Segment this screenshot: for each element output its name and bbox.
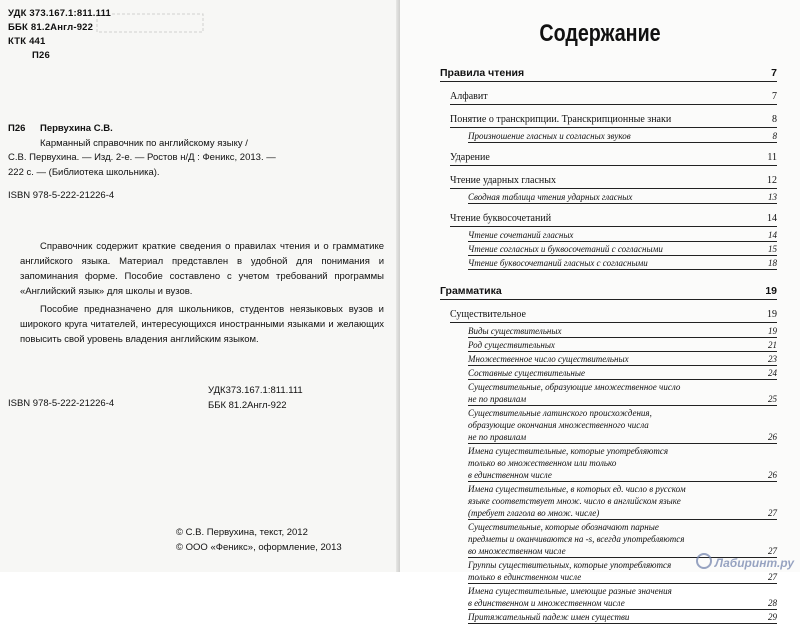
toc-entry-line: Существительные, образующие множественное число — [468, 382, 681, 392]
toc-entry-title — [468, 257, 764, 269]
toc-entry-line: Имена существительные, имеющие разные значения — [468, 586, 672, 596]
toc-page-number: 23 — [768, 354, 777, 364]
toc-entry-line: Имена существительные, которые употребляются — [468, 446, 669, 456]
toc-entry-line: Чтение сочетаний гласных — [468, 230, 574, 240]
toc-entry-title — [468, 325, 764, 337]
annotation — [20, 239, 384, 350]
toc-entry-line: Притяжательный падеж имен существи — [468, 612, 630, 622]
toc-subentry — [468, 229, 777, 242]
toc-entry-line: Существительные, которые обозначают парные — [468, 522, 659, 532]
toc-page-number: 7 — [771, 67, 777, 79]
ktk-code: КТК 441 — [8, 36, 46, 47]
toc-subentry — [468, 381, 777, 406]
toc-entry-line: Чтение буквосочетаний гласных с согласными — [468, 258, 648, 268]
toc-page-number: 26 — [768, 470, 777, 480]
toc-subentry — [468, 445, 777, 482]
watermark-logo-icon — [696, 553, 712, 569]
record-author: Первухина С.В. — [40, 123, 113, 134]
toc-entry-line: Правила чтения — [440, 67, 525, 79]
toc-entry-line: (требует глагола во множ. числе) — [468, 508, 600, 518]
toc-page-number: 27 — [768, 508, 777, 518]
toc-page-number: 18 — [768, 258, 777, 268]
toc-entry-title — [468, 191, 764, 203]
bibliographic-record — [8, 122, 388, 180]
toc-page-number: 7 — [772, 91, 777, 102]
toc-chapter — [450, 174, 777, 189]
toc-page-number: 14 — [767, 213, 777, 224]
toc-page-number: 27 — [768, 572, 777, 582]
toc-entry-title — [468, 381, 764, 405]
toc-page-number: 15 — [768, 244, 777, 254]
toc-subentry — [468, 407, 777, 444]
toc-entry-title — [468, 130, 769, 142]
toc-entry-title — [468, 585, 764, 609]
toc-chapter — [450, 308, 777, 323]
toc-title: Содержание — [539, 20, 661, 47]
toc-page-number: 12 — [767, 175, 777, 186]
toc-page-number: 25 — [768, 394, 777, 404]
toc-page-number: 11 — [767, 152, 777, 163]
toc-entry-line: Составные существительные — [468, 368, 585, 378]
udk-code: УДК 373.167.1:811.111 — [8, 8, 112, 19]
isbn-bottom: ISBN 978-5-222-21226-4 — [8, 398, 115, 409]
toc-entry-line: только в единственном числе — [468, 572, 582, 582]
udk-code-bottom: УДК373.167.1:811.111 — [208, 385, 303, 396]
toc-entry-title — [450, 90, 768, 104]
record-line-3: 222 с. — (Библиотека школьника). — [8, 166, 160, 178]
toc-subentry — [468, 243, 777, 256]
toc-page-number: 26 — [768, 432, 777, 442]
toc-entry-title — [468, 367, 764, 379]
toc-entry-title — [450, 174, 763, 188]
toc-chapter — [450, 90, 777, 105]
toc-page-number: 8 — [772, 131, 777, 141]
right-page — [400, 0, 800, 622]
toc-entry-line: Чтение согласных и буквосочетаний с согласными — [468, 244, 663, 254]
toc-entry-line: Род существительных — [468, 340, 555, 350]
toc-page-number: 19 — [765, 285, 777, 297]
toc-entry-line: Имена существительные, в которых ед. число в русском — [468, 484, 686, 494]
bbk-code: ББК 81.2Англ-922 — [8, 22, 94, 33]
faded-stamp-icon — [95, 10, 205, 36]
toc-entry-line: предметы и оканчиваются на -s, всегда употребляются — [468, 534, 685, 544]
table-of-contents — [440, 66, 777, 624]
toc-page-number: 29 — [768, 612, 777, 622]
toc-entry-line: Алфавит — [450, 91, 488, 102]
toc-subentry — [468, 325, 777, 338]
toc-entry-line: Чтение буквосочетаний — [450, 213, 552, 224]
toc-subentry — [468, 585, 777, 610]
toc-entry-line: Группы существительных, которые употребляются — [468, 560, 672, 570]
toc-entry-line: Виды существительных — [468, 326, 562, 336]
isbn-top: ISBN 978-5-222-21226-4 — [8, 190, 115, 201]
toc-page-number: 8 — [772, 114, 777, 125]
toc-subentry — [468, 353, 777, 366]
toc-page-number: 19 — [767, 309, 777, 320]
toc-entry-line: Произношение гласных и согласных звуков — [468, 131, 631, 141]
toc-entry-line: только во множественном или только — [468, 458, 617, 468]
toc-entry-line: Существительное — [450, 309, 526, 320]
toc-entry-title — [450, 212, 763, 226]
toc-section — [440, 66, 777, 82]
copyright-text: © С.В. Первухина, текст, 2012 — [176, 527, 308, 538]
toc-chapter — [450, 151, 777, 166]
toc-entry-line: во множественном числе — [468, 546, 566, 556]
toc-entry-title — [468, 611, 764, 623]
toc-entry-title — [468, 483, 764, 519]
toc-chapter — [450, 113, 777, 128]
toc-entry-line: в единственном и множественном числе — [468, 598, 625, 608]
toc-subentry — [468, 483, 777, 520]
toc-entry-line: Чтение ударных гласных — [450, 175, 556, 186]
toc-entry-line: Множественное число существительных — [468, 354, 629, 364]
toc-entry-title — [468, 445, 764, 481]
toc-entry-line: Сводная таблица чтения ударных гласных — [468, 192, 633, 202]
toc-entry-line: Существительные латинского происхождения, — [468, 408, 652, 418]
author-mark: П26 — [32, 50, 50, 61]
toc-entry-line: в единственном числе — [468, 470, 552, 480]
toc-subentry — [468, 130, 777, 143]
record-line-2: С.В. Первухина. — Изд. 2-е. — Ростов н/Д : Феникс, 2013. — — [8, 152, 276, 163]
toc-section — [440, 284, 777, 300]
toc-entry-line: не по правилам — [468, 432, 527, 442]
record-line-1: Карманный справочник по английскому языку / — [40, 137, 248, 149]
toc-entry-title — [468, 243, 764, 255]
toc-page-number: 14 — [768, 230, 777, 240]
watermark — [696, 553, 794, 570]
toc-entry-title — [440, 66, 767, 81]
toc-subentry — [468, 367, 777, 380]
bbk-code-bottom: ББК 81.2Англ-922 — [208, 399, 287, 411]
watermark-text: Лабиринт.ру — [714, 556, 794, 570]
toc-page-number: 13 — [768, 192, 777, 202]
toc-entry-title — [450, 151, 763, 165]
annotation-paragraph: Пособие предназначено для школьников, студентов неязыковых вузов и широкого круга читателей, интересующихся иностранными языками и желающих повысить свой уровень владения английским языком. — [20, 304, 384, 345]
toc-page-number: 21 — [768, 340, 777, 350]
toc-entry-line: Понятие о транскрипции. Транскрипционные знаки — [450, 114, 672, 125]
toc-entry-title — [440, 284, 761, 299]
toc-entry-line: Ударение — [450, 152, 490, 163]
toc-subentry — [468, 611, 777, 624]
toc-entry-title — [468, 339, 764, 351]
left-page — [0, 0, 400, 572]
toc-entry-title — [468, 521, 764, 557]
toc-page-number: 19 — [768, 326, 777, 336]
toc-entry-title — [450, 113, 768, 127]
annotation-paragraph: Справочник содержит краткие сведения о правилах чтения и о грамматике английского языка. Материал представлен в удобной для понимания и запоминания форме. Пособие составлено с учетом требований программы «Английский язык» для школы и вузов. — [20, 241, 384, 297]
copyright-design: © ООО «Феникс», оформление, 2013 — [176, 541, 342, 553]
toc-entry-title — [450, 308, 763, 322]
toc-page-number: 24 — [768, 368, 777, 378]
toc-subentry — [468, 339, 777, 352]
record-label: П26 — [8, 123, 26, 134]
toc-page-number: 28 — [768, 598, 777, 608]
toc-entry-title — [468, 229, 764, 241]
toc-entry-line: языке соответствует множ. число в английском языке — [468, 496, 681, 506]
toc-entry-line: не по правилам — [468, 394, 527, 404]
toc-subentry — [468, 191, 777, 204]
classification-codes-bottom — [208, 384, 303, 413]
toc-page-number: 27 — [768, 546, 777, 556]
copyright-block — [176, 526, 342, 555]
toc-entry-title — [468, 353, 764, 365]
toc-entry-line: образующие окончания множественного числа — [468, 420, 649, 430]
toc-subentry — [468, 257, 777, 270]
toc-chapter — [450, 212, 777, 227]
toc-entry-title — [468, 407, 764, 443]
toc-entry-line: Грамматика — [440, 285, 502, 297]
